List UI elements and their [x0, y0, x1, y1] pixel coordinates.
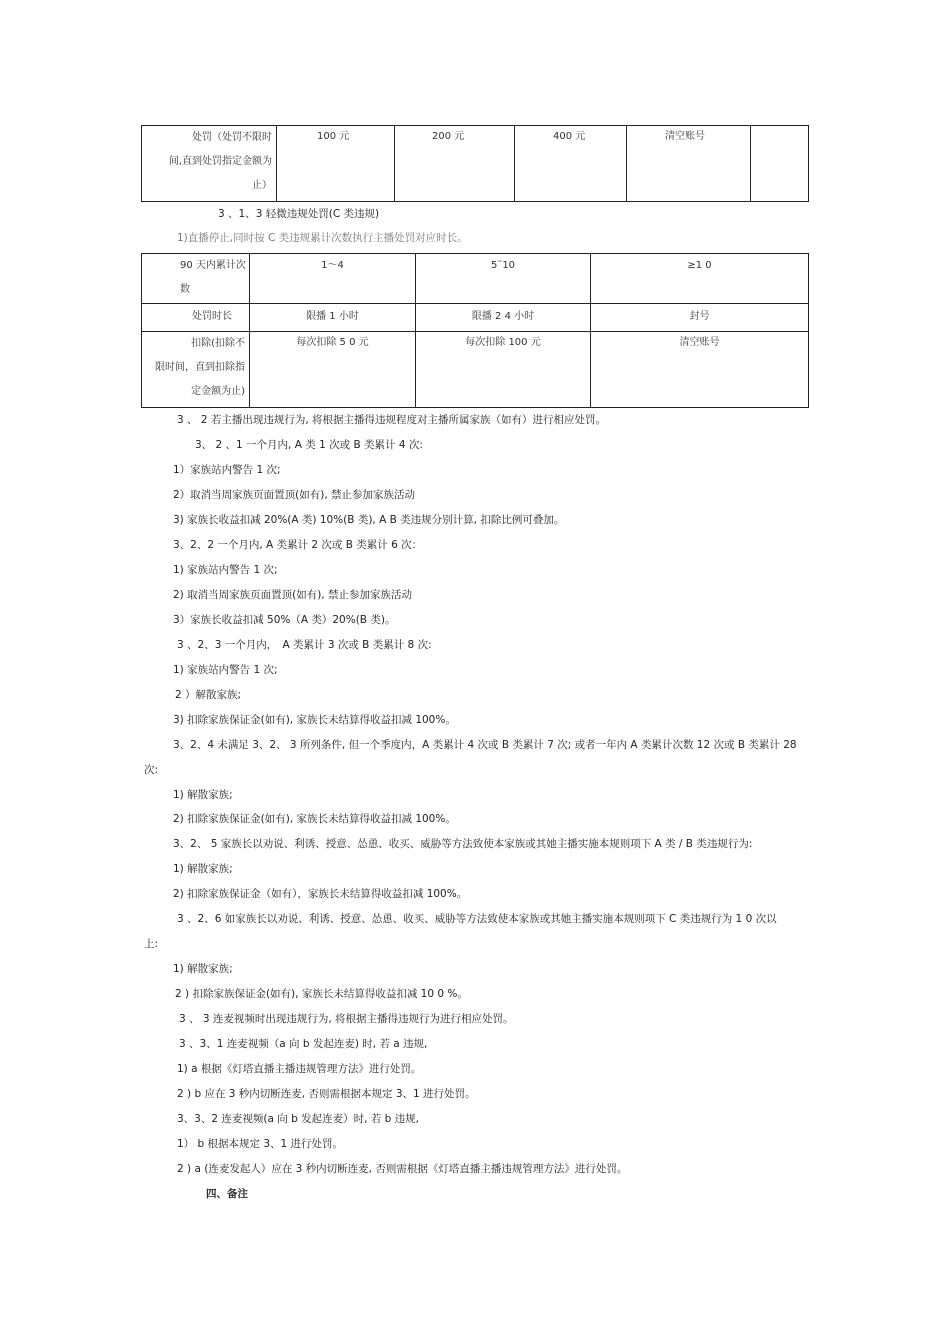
penalty-value: 200 元 [432, 131, 465, 142]
paragraph-line: 3）家族长收益扣减 50%（A 类）20%(B 类)。 [173, 614, 396, 626]
paragraph-line: 次: [144, 764, 159, 776]
paragraph-line: 1) a 根据《灯塔直播主播违规管理方法》进行处罚。 [177, 1063, 422, 1075]
paragraph-line: 2）取消当周家族页面置顶(如有), 禁止参加家族活动 [173, 489, 416, 501]
range-label: ≥1 0 [687, 260, 712, 271]
paragraph-line: 3 、2、6 如家族长以劝说、利诱、授意、怂恿、收买、威胁等方法致使本家族或其她主播实施本规则项下 C 类违规行为 1 0 次以 [177, 913, 777, 925]
penalty-cell [515, 126, 627, 202]
paragraph-line: 3、2、 5 家族长以劝说、利诱、授意、怂恿、收买、威胁等方法致使本家族或其她主播实施本规则项下 A 类 / B 类违规行为: [173, 838, 753, 850]
duration-cell [416, 304, 591, 332]
deduct-label-cell [142, 332, 250, 408]
paragraph-line: 1) 家族站内警告 1 次; [173, 564, 278, 576]
penalty-cell [277, 126, 395, 202]
paragraph-line: 1) 家族站内警告 1 次; [173, 664, 278, 676]
paragraph-line: 2 ) b 应在 3 秒内切断连麦, 否则需根据本规定 3、1 进行处罚。 [177, 1088, 476, 1100]
penalty-cell [627, 126, 751, 202]
penalty-label: 处罚（处罚不限时 间,直到处罚指定金额为 止） [168, 132, 272, 191]
paragraph-line: 3 、2、3 一个月内， A 类累计 3 次或 B 类累计 8 次: [177, 639, 432, 651]
header-cell [250, 254, 416, 304]
paragraph-line: 2) 扣除家族保证金(如有), 家族长未结算得收益扣减 100%。 [173, 813, 456, 825]
table-row [142, 254, 809, 304]
deduct-cell [250, 332, 416, 408]
paragraph-line: 1) 解散家族; [173, 963, 233, 975]
paragraph-line: 上: [144, 938, 159, 950]
paragraph-line: 3) 扣除家族保证金(如有), 家族长未结算得收益扣减 100%。 [173, 714, 456, 726]
paragraph-line: 2) 取消当周家族页面置顶(如有), 禁止参加家族活动 [173, 589, 412, 601]
deduct-value: 每次扣除 5 0 元 [296, 337, 369, 348]
header-cell [416, 254, 591, 304]
duration-cell [591, 304, 809, 332]
duration-cell [250, 304, 416, 332]
paragraph-line: 3、3、2 连麦视频(a 向 b 发起连麦）时, 若 b 违规, [177, 1113, 419, 1125]
section-heading-notes: 四、备注 [206, 1188, 248, 1200]
paragraph-line: 3、2、4 未满足 3、2、 3 所列条件, 但一个季度内，A 类累计 4 次或 B 类累计 7 次; 或者一年内 A 类累计次数 12 次或 B 类累计 28 [173, 739, 797, 751]
paragraph-line: 1) 解散家族; [173, 863, 233, 875]
paragraph-line: 3 、3、1 连麦视频（a 向 b 发起连麦) 时, 若 a 违规, [179, 1038, 428, 1050]
paragraph-line: 3、2、2 一个月内, A 类累计 2 次或 B 类累计 6 次： [173, 539, 423, 551]
c-violation-table [141, 253, 809, 408]
c-violation-note: 1)直播停止,同时按 C 类违规累计次数执行主播处罚对应时长。 [177, 232, 468, 244]
table-row [142, 304, 809, 332]
count-label: 90 天内累计次 数 [180, 260, 246, 295]
duration-label: 处罚时长 [192, 311, 232, 322]
duration-value: 封号 [689, 311, 710, 322]
paragraph-line: 2) 扣除家族保证金（如有），家族长未结算得收益扣减 100%。 [173, 888, 468, 900]
paragraph-line: 3 、 2 若主播出现违规行为, 将根据主播得违规程度对主播所属家族（如有）进行相应处罚。 [177, 414, 607, 426]
range-label: 5˜10 [490, 260, 516, 271]
paragraph-line: 2 ) a (连麦发起人）应在 3 秒内切断连麦, 否则需根据《灯塔直播主播违规管理方法》进行处罚。 [177, 1163, 628, 1175]
penalty-cell [395, 126, 515, 202]
penalty-value: 100 元 [317, 131, 350, 142]
paragraph-line: 3 、 3 连麦视频时出现违规行为, 将根据主播得违规行为进行相应处罚。 [179, 1013, 514, 1025]
header-label-cell [142, 254, 250, 304]
header-cell [591, 254, 809, 304]
paragraph-line: 2 ) 扣除家族保证金(如有), 家族长未结算得收益扣减 10 0 %。 [175, 988, 468, 1000]
paragraph-line: 2 ）解散家族; [175, 689, 242, 701]
paragraph-line: 3、 2 、1 一个月内, A 类 1 次或 B 类累计 4 次: [195, 439, 423, 451]
penalty-row [142, 126, 809, 202]
duration-value: 限播 1 小时 [306, 311, 359, 322]
section-heading-c: 3 、1、3 轻微违规处罚(C 类违规) [218, 208, 380, 220]
penalty-label-cell [142, 126, 277, 202]
paragraph-line: 1） b 根据本规定 3、1 进行处罚。 [177, 1138, 344, 1150]
penalty-cell [751, 126, 809, 202]
deduct-label: 扣除(扣除不 限时间，直到扣除指 定金额为止) [155, 338, 245, 397]
penalty-value: 400 元 [553, 131, 586, 142]
penalty-table [141, 125, 809, 202]
table-row [142, 332, 809, 408]
deduct-cell [416, 332, 591, 408]
paragraph-line: 1) 解散家族; [173, 789, 233, 801]
range-label: 1～4 [321, 260, 344, 271]
duration-label-cell [142, 304, 250, 332]
deduct-value: 每次扣除 100 元 [465, 337, 541, 348]
deduct-value: 清空账号 [679, 337, 720, 348]
duration-value: 限播 2 4 小时 [471, 311, 535, 322]
paragraph-line: 3) 家族长收益扣减 20%(A 类) 10%(B 类), A B 类违规分别计算, 扣除比例可叠加。 [173, 514, 565, 526]
paragraph-line: 1）家族站内警告 1 次; [173, 464, 281, 476]
deduct-cell [591, 332, 809, 408]
penalty-value: 清空账号 [665, 131, 705, 142]
